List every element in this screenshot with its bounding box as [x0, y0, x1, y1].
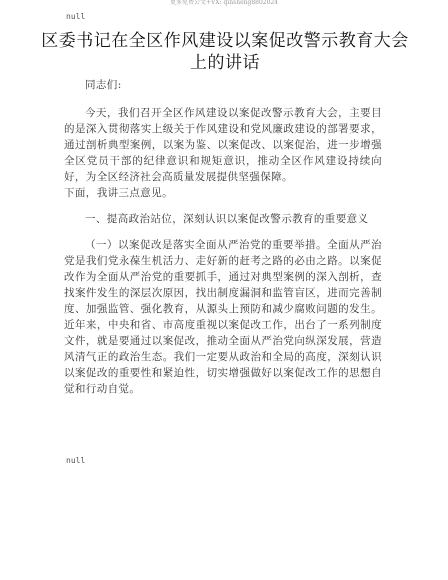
null-label-top: null [66, 12, 86, 21]
section-heading-1: 一、提高政治站位，深刻认识以案促改警示教育的重要意义 [85, 213, 369, 225]
greeting: 同志们: [85, 79, 122, 91]
document-title: 区委书记在全区作风建设以案促改警示教育大会上的讲话 [41, 31, 409, 73]
null-label-bottom: null [66, 456, 86, 465]
document-body [64, 77, 382, 397]
header-watermark: 更多免费公文+VX: qinsheng8802024 [169, 0, 279, 6]
paragraph-outline: 下面，我讲三点意见。 [64, 187, 173, 199]
paragraph-intro: 今天，我们召开全区作风建设以案促改警示教育大会，主要目的是深入贯彻落实上级关于作风建设和党风廉政建设的部署要求，通过剖析典型案例，以案为鉴、以案促改、以案促治，进一步增强全区党员干部的纪律意识和规矩意识，推动全区作风建设持续向好，为全区经济社会高质量发展提供坚强保障。 [64, 107, 382, 183]
paragraph-section-1-1: （一）以案促改是落实全面从严治党的重要举措。全面从严治党是我们党永葆生机活力、走好新的赶考之路的必由之路。以案促改作为全面从严治党的重要抓手，通过对典型案例的深入剖析，查找案件发生的深层次原因，找出制度漏洞和监管盲区，进而完善制度、加强监管、强化教育，从源头上预防和减少腐败问题的发生。近年来，中央和省、市高度重视以案促改工作，出台了一系列制度文件，就是要通过以案促改，推动全面从严治党向纵深发展，营造风清气正的政治生态。我们一定要从政治和全局的高度，深刻认识以案促改的重要性和紧迫性，切实增强做好以案促改工作的思想自觉和行动自觉。 [64, 239, 382, 395]
